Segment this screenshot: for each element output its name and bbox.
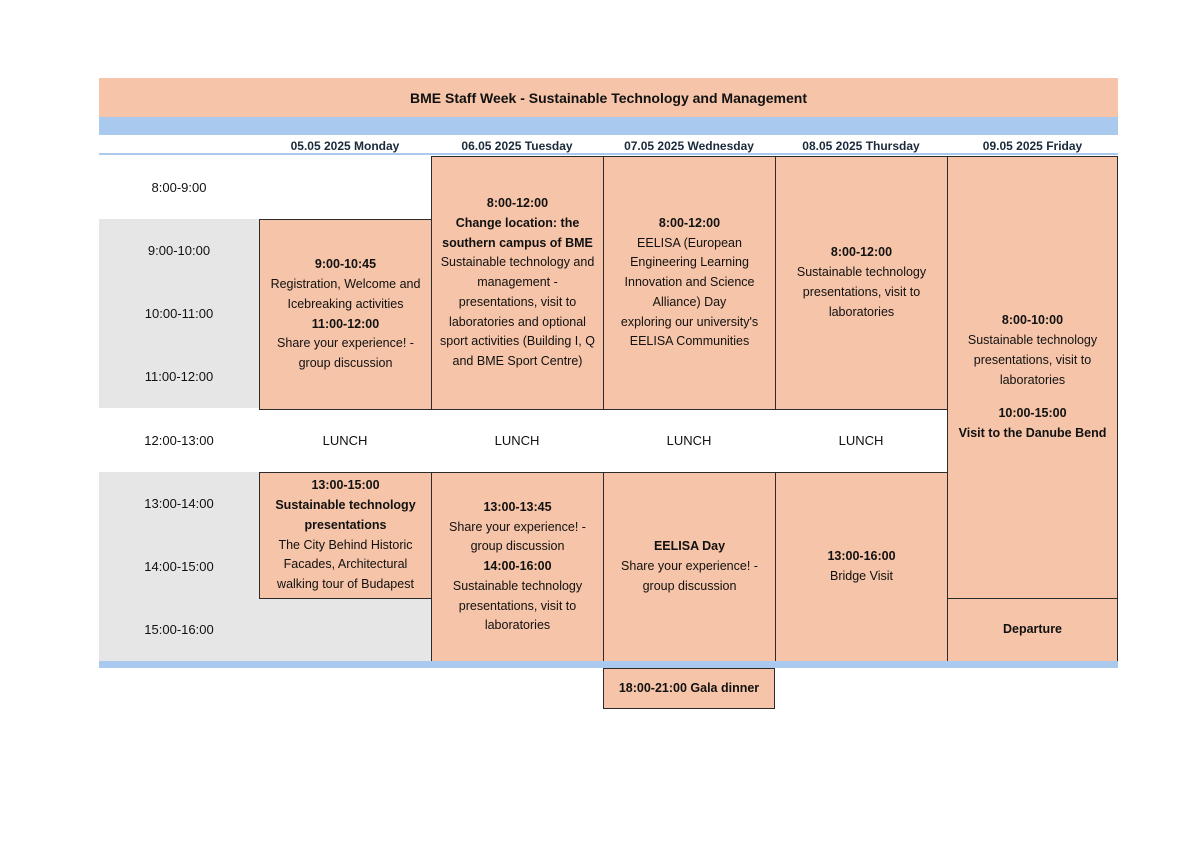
event-text: laboratories bbox=[484, 618, 551, 633]
event-text: Bridge Visit bbox=[830, 569, 893, 583]
footer-band bbox=[99, 661, 1118, 668]
time-slot: 10:00-11:00 bbox=[99, 282, 259, 345]
event-title: Change location: the bbox=[455, 215, 580, 230]
event-text: sport activities (Building I, Q bbox=[440, 334, 595, 349]
event-title: presentations bbox=[304, 517, 387, 532]
wednesday-afternoon-event bbox=[603, 472, 776, 662]
event-text: laboratories and optional bbox=[449, 314, 586, 329]
event-text: Sustainable technology bbox=[796, 265, 927, 280]
time-slot: 13:00-14:00 bbox=[99, 472, 259, 535]
tuesday-afternoon-event bbox=[431, 472, 604, 662]
schedule-title: BME Staff Week - Sustainable Technology and Management bbox=[99, 78, 1118, 117]
event-title: Sustainable technology bbox=[275, 497, 416, 512]
event-text: Facades, Architectural bbox=[283, 557, 408, 572]
tuesday-morning-event bbox=[431, 156, 604, 410]
day-header-thursday: 08.05 2025 Thursday bbox=[802, 138, 920, 153]
gala-dinner-event bbox=[603, 668, 775, 709]
time-slot: 8:00-9:00 bbox=[151, 180, 207, 195]
event-text: EELISA Communities bbox=[629, 334, 750, 349]
event-time: 8:00-12:00 bbox=[830, 245, 893, 260]
event-text: presentations, visit to bbox=[458, 598, 577, 613]
event-text: Innovation and Science bbox=[624, 275, 755, 290]
event-text: Sustainable technology and bbox=[440, 255, 595, 270]
header-divider bbox=[99, 153, 1118, 155]
event-time: 13:00-16:00 bbox=[827, 549, 896, 564]
event-time: 13:00-15:00 bbox=[311, 478, 380, 493]
friday-main-event bbox=[947, 156, 1118, 599]
event-time: 9:00-10:45 bbox=[314, 257, 377, 272]
event-title: 18:00-21:00 Gala dinner bbox=[618, 680, 760, 695]
day-header-wednesday: 07.05 2025 Wednesday bbox=[624, 138, 754, 153]
time-slot: 14:00-15:00 bbox=[99, 535, 259, 598]
event-text: Sustainable technology bbox=[967, 332, 1098, 347]
event-text: EELISA (European bbox=[637, 235, 742, 250]
thursday-morning-event bbox=[775, 156, 948, 410]
event-time: 8:00-12:00 bbox=[658, 215, 721, 230]
event-text: group discussion bbox=[298, 356, 393, 371]
empty-cell bbox=[259, 598, 431, 661]
lunch-label: LUNCH bbox=[838, 433, 884, 448]
event-text: management - bbox=[477, 275, 558, 290]
time-slot: 12:00-13:00 bbox=[144, 433, 214, 448]
event-text: group discussion bbox=[642, 578, 737, 593]
time-slot: 15:00-16:00 bbox=[99, 598, 259, 661]
event-title: EELISA Day bbox=[653, 539, 726, 554]
event-text: laboratories bbox=[999, 372, 1066, 387]
event-title: Visit to the Danube Bend bbox=[958, 426, 1107, 441]
day-header-tuesday: 06.05 2025 Tuesday bbox=[461, 138, 573, 153]
time-slot: 9:00-10:00 bbox=[99, 219, 259, 282]
event-text: Share your experience! - bbox=[449, 519, 586, 534]
event-text: Sustainable technology bbox=[452, 578, 583, 593]
header-band bbox=[99, 117, 1118, 135]
event-text: presentations, visit to bbox=[458, 294, 577, 309]
event-text: Share your experience! - bbox=[621, 559, 758, 574]
thursday-afternoon-event bbox=[775, 472, 948, 662]
lunch-label: LUNCH bbox=[322, 433, 368, 448]
event-time: 11:00-12:00 bbox=[311, 316, 380, 331]
event-text: exploring our university's bbox=[620, 314, 759, 329]
lunch-label: LUNCH bbox=[494, 433, 540, 448]
event-text: group discussion bbox=[470, 539, 565, 554]
lunch-label: LUNCH bbox=[666, 433, 712, 448]
event-text: Icebreaking activities bbox=[287, 296, 404, 311]
event-text: and BME Sport Centre) bbox=[452, 354, 583, 369]
event-time: 8:00-12:00 bbox=[486, 195, 549, 210]
time-slot: 11:00-12:00 bbox=[99, 345, 259, 408]
event-title: southern campus of BME bbox=[442, 235, 593, 250]
event-text: Alliance) Day bbox=[652, 294, 727, 309]
event-time: 10:00-15:00 bbox=[998, 406, 1067, 421]
event-time: 8:00-10:00 bbox=[1001, 313, 1064, 328]
event-time: 14:00-16:00 bbox=[483, 559, 552, 574]
event-text: Registration, Welcome and bbox=[270, 276, 421, 291]
friday-departure bbox=[947, 598, 1118, 662]
event-time: 13:00-13:45 bbox=[483, 499, 552, 514]
day-header-friday: 09.05 2025 Friday bbox=[982, 138, 1083, 153]
event-text: laboratories bbox=[828, 304, 895, 319]
event-title: Departure bbox=[1002, 622, 1063, 637]
wednesday-morning-event bbox=[603, 156, 776, 410]
event-text: The City Behind Historic bbox=[278, 537, 413, 552]
event-text: presentations, visit to bbox=[802, 285, 921, 299]
event-text: Engineering Learning bbox=[630, 255, 749, 270]
event-text: Share your experience! - bbox=[277, 336, 414, 351]
day-header-monday: 05.05 2025 Monday bbox=[290, 138, 400, 153]
event-text: presentations, visit to bbox=[973, 352, 1092, 367]
monday-morning-event bbox=[259, 219, 432, 410]
monday-afternoon-event bbox=[259, 472, 432, 599]
event-text: walking tour of Budapest bbox=[277, 577, 414, 592]
